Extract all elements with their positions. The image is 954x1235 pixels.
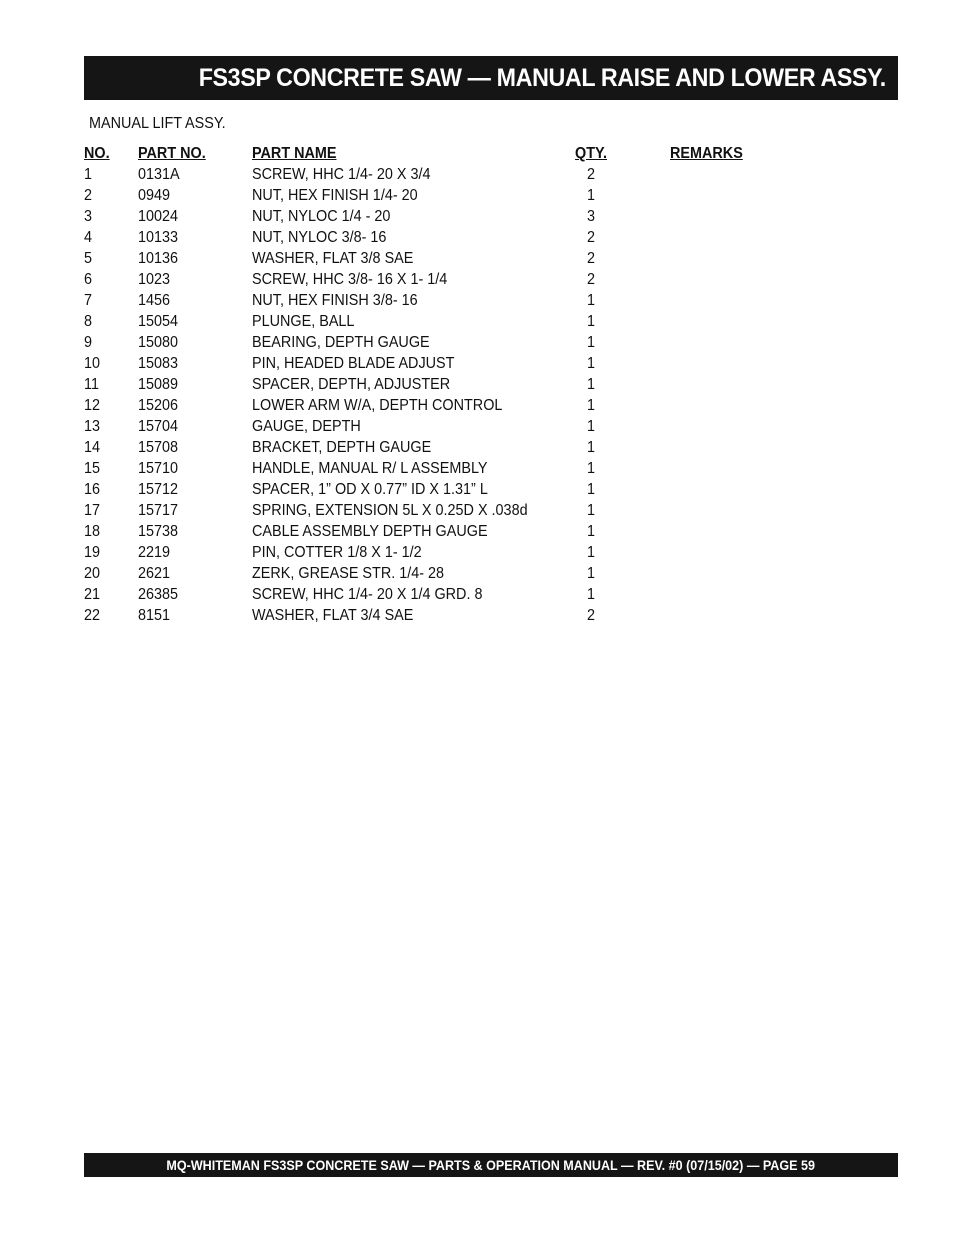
cell-qty: 1 [587,502,596,519]
cell-part-no: 0949 [138,187,171,204]
cell-qty: 2 [587,271,596,288]
table-row [84,164,784,185]
section-label: MANUAL LIFT ASSY. [89,115,226,132]
cell-part-no: 1023 [138,271,171,288]
cell-part-name: PIN, HEADED BLADE ADJUST [252,355,455,372]
table-row [84,605,784,626]
page-footer-bar [84,1153,898,1177]
cell-part-name: SCREW, HHC 1/4- 20 X 1/4 GRD. 8 [252,586,483,603]
cell-no: 6 [84,271,93,288]
table-row [84,248,784,269]
cell-part-no: 15206 [138,397,179,414]
cell-no: 22 [84,607,101,624]
cell-part-name: SPRING, EXTENSION 5L X 0.25D X .038d [252,502,528,519]
cell-part-no: 8151 [138,607,171,624]
cell-part-name: WASHER, FLAT 3/4 SAE [252,607,414,624]
cell-part-no: 10136 [138,250,179,267]
table-row [84,311,784,332]
cell-part-no: 15708 [138,439,179,456]
cell-qty: 2 [587,250,596,267]
cell-qty: 1 [587,376,596,393]
cell-qty: 1 [587,481,596,498]
cell-part-name: HANDLE, MANUAL R/ L ASSEMBLY [252,460,488,477]
cell-qty: 2 [587,607,596,624]
cell-qty: 1 [587,586,596,603]
cell-part-no: 15080 [138,334,179,351]
cell-part-name: SPACER, DEPTH, ADJUSTER [252,376,451,393]
column-header-qty: QTY. [575,145,608,162]
cell-qty: 1 [587,313,596,330]
parts-table [84,143,784,626]
table-row [84,563,784,584]
table-row [84,353,784,374]
cell-qty: 1 [587,355,596,372]
cell-no: 8 [84,313,93,330]
table-row [84,584,784,605]
cell-qty: 1 [587,334,596,351]
table-row [84,290,784,311]
table-row [84,416,784,437]
cell-no: 3 [84,208,93,225]
cell-no: 18 [84,523,101,540]
cell-qty: 1 [587,565,596,582]
cell-no: 16 [84,481,101,498]
cell-part-no: 2621 [138,565,171,582]
column-header-remarks: REMARKS [670,145,743,162]
cell-no: 14 [84,439,101,456]
cell-part-no: 1456 [138,292,171,309]
table-row [84,269,784,290]
cell-part-no: 15710 [138,460,179,477]
cell-no: 20 [84,565,101,582]
cell-qty: 1 [587,187,596,204]
cell-part-name: NUT, HEX FINISH 1/4- 20 [252,187,418,204]
cell-part-name: SCREW, HHC 1/4- 20 X 3/4 [252,166,431,183]
cell-no: 4 [84,229,93,246]
table-row [84,332,784,353]
cell-no: 15 [84,460,101,477]
table-row [84,437,784,458]
table-row [84,521,784,542]
cell-part-name: NUT, HEX FINISH 3/8- 16 [252,292,418,309]
column-header-part-no: PART NO. [138,145,206,162]
cell-part-name: BRACKET, DEPTH GAUGE [252,439,432,456]
cell-part-name: NUT, NYLOC 1/4 - 20 [252,208,391,225]
cell-no: 7 [84,292,93,309]
cell-qty: 1 [587,460,596,477]
cell-part-no: 15738 [138,523,179,540]
cell-qty: 2 [587,166,596,183]
cell-qty: 1 [587,523,596,540]
cell-part-no: 26385 [138,586,179,603]
cell-part-name: NUT, NYLOC 3/8- 16 [252,229,387,246]
cell-part-name: LOWER ARM W/A, DEPTH CONTROL [252,397,503,414]
footer-text: MQ-WHITEMAN FS3SP CONCRETE SAW — PARTS & OPERATION MANUAL — REV. #0 (07/15/02) — PAGE 59 [166,1157,816,1173]
cell-part-name: CABLE ASSEMBLY DEPTH GAUGE [252,523,488,540]
cell-part-name: ZERK, GREASE STR. 1/4- 28 [252,565,445,582]
cell-part-name: PIN, COTTER 1/8 X 1- 1/2 [252,544,422,561]
table-row [84,542,784,563]
cell-part-name: PLUNGE, BALL [252,313,355,330]
cell-qty: 1 [587,397,596,414]
cell-no: 21 [84,586,101,603]
table-row [84,395,784,416]
cell-qty: 2 [587,229,596,246]
cell-part-no: 15717 [138,502,179,519]
cell-qty: 1 [587,544,596,561]
table-row [84,227,784,248]
page-title: FS3SP CONCRETE SAW — MANUAL RAISE AND LOWER ASSY. [198,63,886,92]
cell-part-name: BEARING, DEPTH GAUGE [252,334,430,351]
cell-part-no: 15089 [138,376,179,393]
cell-part-no: 15704 [138,418,179,435]
table-row [84,185,784,206]
cell-no: 2 [84,187,93,204]
cell-part-name: SPACER, 1” OD X 0.77” ID X 1.31” L [252,481,488,498]
cell-no: 11 [84,376,99,393]
table-body [84,164,784,626]
column-header-no: NO. [84,145,110,162]
table-row [84,500,784,521]
cell-part-name: WASHER, FLAT 3/8 SAE [252,250,414,267]
cell-part-name: GAUGE, DEPTH [252,418,361,435]
cell-no: 19 [84,544,101,561]
cell-part-name: SCREW, HHC 3/8- 16 X 1- 1/4 [252,271,448,288]
cell-no: 12 [84,397,101,414]
table-row [84,206,784,227]
table-row [84,458,784,479]
cell-no: 9 [84,334,93,351]
cell-no: 13 [84,418,101,435]
cell-part-no: 10024 [138,208,179,225]
table-header-row [84,143,784,164]
table-row [84,479,784,500]
column-header-part-name: PART NAME [252,145,337,162]
cell-no: 17 [84,502,101,519]
cell-qty: 1 [587,439,596,456]
cell-no: 5 [84,250,93,267]
cell-part-no: 10133 [138,229,179,246]
cell-part-no: 15083 [138,355,179,372]
cell-part-no: 15712 [138,481,179,498]
page-header-bar [84,56,898,100]
cell-qty: 3 [587,208,596,225]
cell-part-no: 15054 [138,313,179,330]
cell-qty: 1 [587,292,596,309]
table-row [84,374,784,395]
cell-part-no: 2219 [138,544,171,561]
cell-no: 1 [84,166,93,183]
cell-qty: 1 [587,418,596,435]
cell-no: 10 [84,355,101,372]
cell-part-no: 0131A [138,166,180,183]
